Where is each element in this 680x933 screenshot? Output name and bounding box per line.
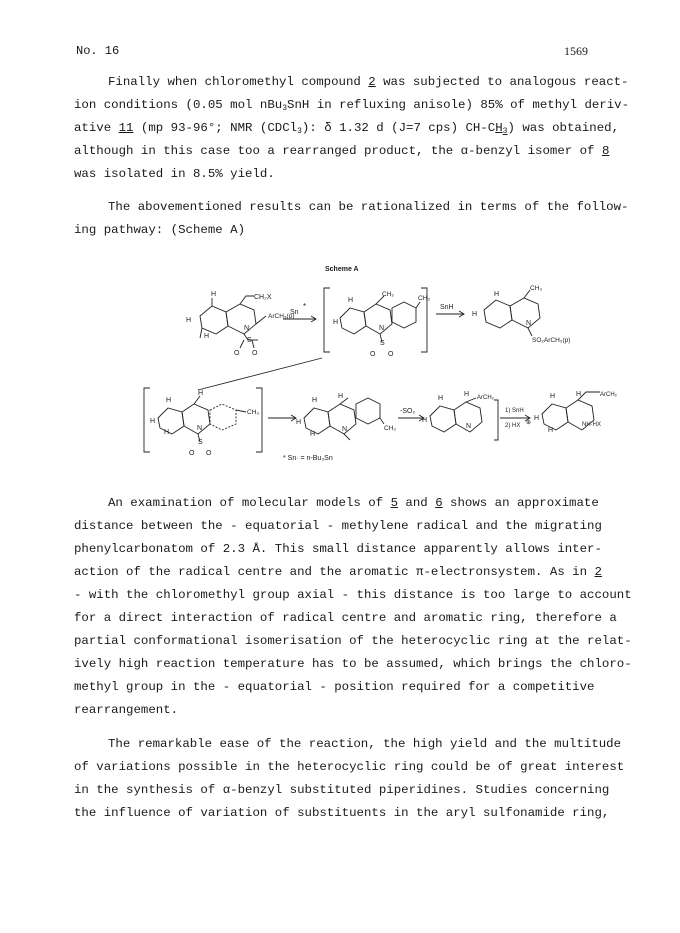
svg-text:H: H (312, 397, 318, 404)
p2-line-1: The abovementioned results can be rationalized in terms of the follow- (108, 200, 629, 214)
svg-text:H: H (548, 427, 554, 434)
svg-text:CH₃: CH₃ (530, 285, 543, 292)
svg-text:O: O (189, 450, 195, 457)
svg-text:H: H (198, 390, 204, 397)
svg-text:H: H (150, 418, 156, 425)
step-2-label: 2) HX (505, 423, 521, 429)
ref-compound-11: 11 (118, 121, 134, 135)
svg-text:H: H (550, 393, 556, 400)
svg-text:H: H (472, 311, 478, 318)
svg-text:CH₃: CH₃ (384, 425, 397, 432)
svg-text:N: N (466, 423, 472, 430)
p3-line-2: distance between the - equatorial - methylene radical and the migrating (74, 519, 602, 533)
scheme-footnote: * Sn· = n-Bu₃Sn (283, 455, 333, 462)
sulfonyl-radical (296, 393, 396, 440)
p3-line-1: An examination of molecular models of 5 and 6 shows an approximate (108, 496, 599, 510)
p3-line-10: rearrangement. (74, 703, 179, 717)
svg-text:ArCH₂: ArCH₂ (600, 392, 617, 398)
page-number: 1569 (564, 44, 588, 58)
ref-compound-8: 8 (601, 144, 610, 158)
svg-text:O: O (206, 450, 212, 457)
molecule-sulfonamide (472, 285, 570, 344)
p4-line-4: the influence of variation of substituents in the aryl sulfonamide ring, (74, 806, 610, 820)
p4-line-3: in the synthesis of α-benzyl substituted piperidines. Studies concerning (74, 783, 610, 797)
svg-text:O: O (370, 351, 376, 358)
svg-text:H: H (348, 297, 354, 304)
svg-text:N: N (197, 425, 203, 432)
svg-text:H: H (164, 429, 170, 436)
molecule-start (186, 291, 294, 357)
svg-text:H: H (166, 397, 172, 404)
svg-text:H: H (576, 391, 582, 398)
svg-text:H: H (534, 415, 540, 422)
p3-line-8: ively high reaction temperature has to be assumed, which brings the chloro- (74, 657, 632, 671)
paragraph-3 (74, 492, 632, 722)
p1-line-1: Finally when chloromethyl compound 2 was subjected to analogous react- (108, 75, 629, 89)
so2arch3-label: SO₂ArCH₃(p) (532, 337, 571, 344)
paragraph-4 (74, 733, 625, 825)
svg-text:S: S (198, 439, 203, 446)
svg-text:N: N (244, 325, 250, 332)
aminyl-radical (422, 391, 495, 432)
ch2x-label: CH₂X (254, 294, 272, 301)
p3-line-6: for a direct interaction of radical centre and aromatic ring, therefore a (74, 611, 617, 625)
molecule-final (534, 391, 618, 434)
journal-issue: No. 16 (76, 44, 120, 58)
snh-label: SnH (440, 304, 454, 311)
arch2-label: ArCH₂ (477, 395, 494, 401)
p3-line-5: - with the chloromethyl group axial - this distance is too large to account (74, 588, 632, 602)
p4-line-2: of variations possible in the heterocyclic ring could be of great interest (74, 760, 625, 774)
svg-text:O: O (234, 350, 240, 357)
intermediate-radical-1 (333, 291, 430, 358)
nhhx-label: NH·HX (582, 422, 601, 428)
p1-line-4: although in this case too a rearranged product, the α-benzyl isomer of 8 (74, 144, 610, 158)
svg-text:⊕: ⊕ (526, 420, 532, 426)
arch3-label: ArCH₃(p) (268, 313, 295, 320)
svg-text:N: N (379, 325, 385, 332)
svg-text:H: H (438, 395, 444, 402)
svg-text:S: S (380, 340, 385, 347)
svg-text:CH₂: CH₂ (382, 291, 394, 298)
svg-text:H: H (422, 417, 428, 424)
minus-so2-label: -SO₂ (400, 408, 416, 415)
p2-line-2: ing pathway: (Scheme A) (74, 223, 246, 237)
svg-text:CH₃: CH₃ (247, 409, 260, 416)
svg-text:CH₃: CH₃ (418, 295, 431, 302)
svg-text:O: O (252, 350, 258, 357)
step-1-label: 1) SnH (505, 408, 524, 414)
p3-line-3: phenylcarbonatom of 2.3 Å. This small distance apparently allows inter- (74, 542, 602, 556)
ref-compound-2: 2 (368, 75, 376, 89)
svg-text:H: H (494, 291, 500, 298)
svg-text:N: N (526, 320, 532, 327)
p3-line-9: methyl group in the - equatorial - position required for a competitive (74, 680, 595, 694)
svg-text:N: N (342, 426, 348, 433)
p1-line-3: ative 11 (mp 93-96°; NMR (CDCl$_3$): δ 1.32 d (J=7 cps) $CH-CH_3$) was obtained, (74, 121, 620, 136)
svg-text:H: H (204, 333, 210, 340)
p3-line-4: action of the radical centre and the aromatic π-electronsystem. As in 2 (74, 565, 602, 579)
h-label: H (211, 291, 217, 298)
p4-line-1: The remarkable ease of the reaction, the high yield and the multitude (108, 737, 622, 751)
p1-line-5: was isolated in 8.5% yield. (74, 167, 275, 181)
svg-text:H: H (310, 431, 316, 438)
sn-radical-label: Sn (290, 309, 299, 316)
svg-text:O: O (388, 351, 394, 358)
spiro-intermediate (150, 390, 259, 457)
svg-text:H: H (464, 391, 470, 398)
svg-text:H: H (296, 419, 302, 426)
svg-text:H: H (333, 319, 339, 326)
scheme-title: Scheme A (325, 266, 359, 273)
svg-text:*: * (303, 302, 307, 311)
svg-text:H: H (186, 317, 192, 324)
p3-line-7: partial conformational isomerisation of the heterocyclic ring at the relat- (74, 634, 632, 648)
p1-line-2: ion conditions (0.05 mol nBu$_3$SnH in refluxing anisole) 85% of methyl deriv- (74, 98, 630, 113)
svg-text:H: H (338, 393, 344, 400)
svg-text:S: S (247, 337, 252, 344)
